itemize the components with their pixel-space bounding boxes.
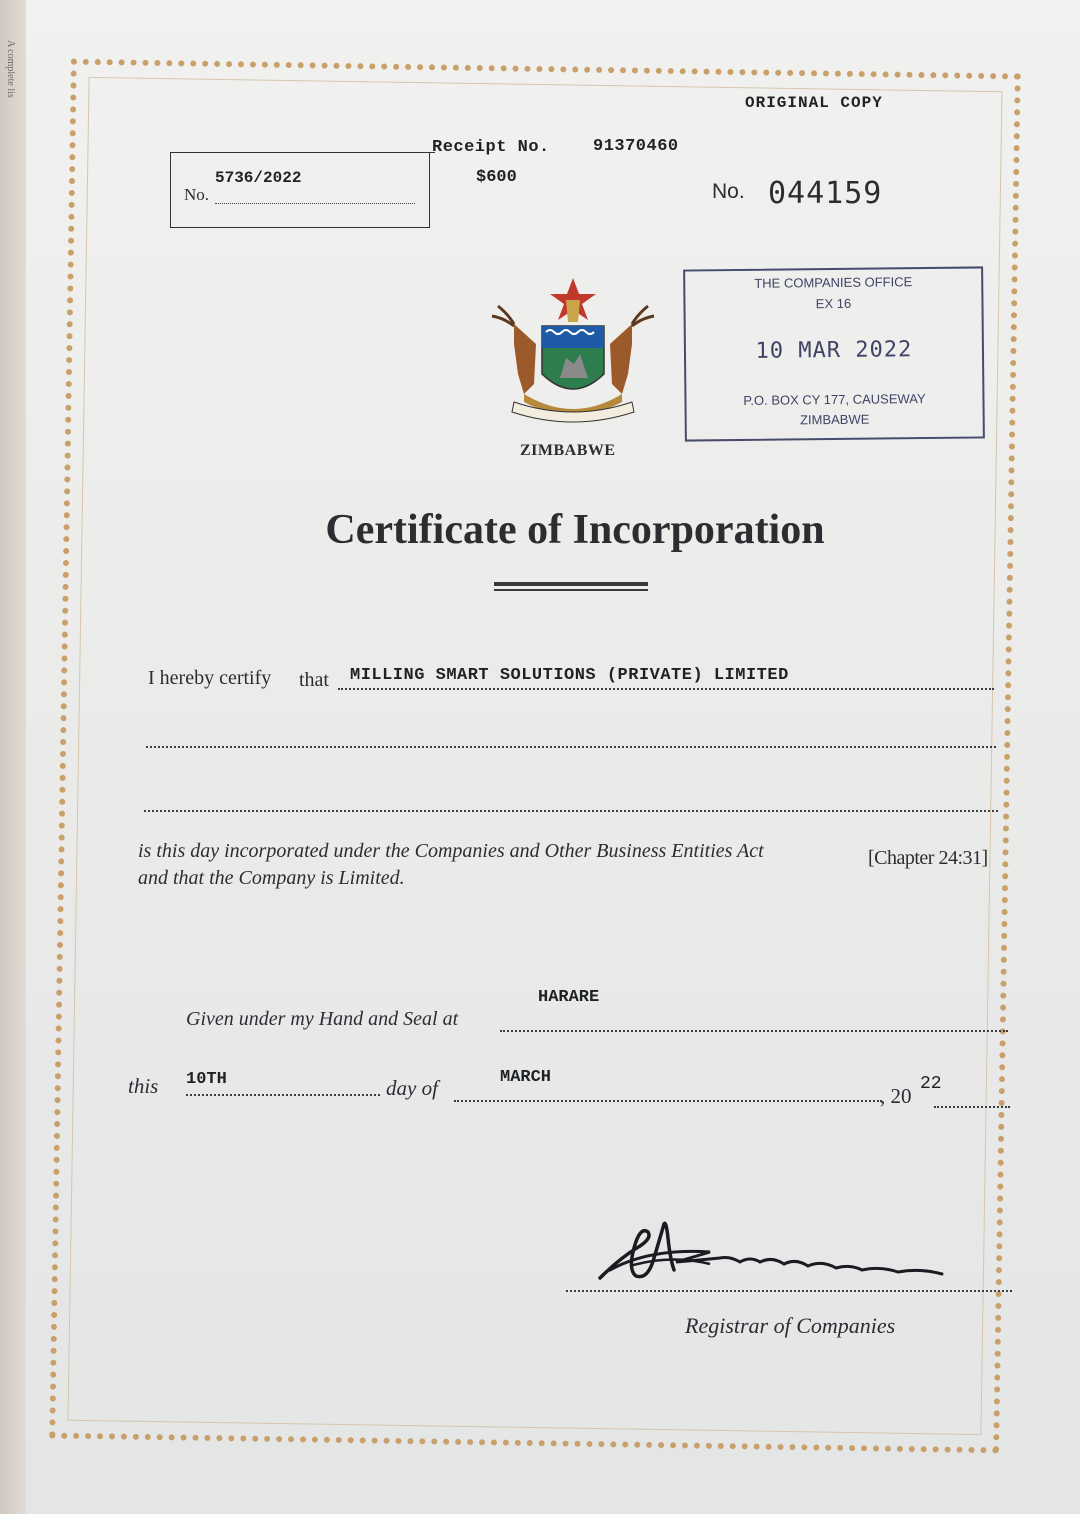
year-prefix: , 20 [880, 1084, 912, 1108]
stamp-ex: EX 16 [815, 295, 852, 312]
registration-number: 5736/2022 [215, 169, 302, 187]
edge-text: A complete lis [5, 40, 16, 98]
receipt-label: Receipt No. [432, 138, 550, 157]
seal-day: 10TH [186, 1070, 227, 1089]
company-name: MILLING SMART SOLUTIONS (PRIVATE) LIMITED [350, 666, 789, 685]
stamp-office: THE COMPANIES OFFICE [754, 274, 913, 291]
certificate-number: 044159 [768, 176, 883, 211]
day-of-label: day of [386, 1076, 438, 1100]
adjacent-page-edge [0, 0, 28, 1514]
coat-of-arms-icon [484, 274, 662, 424]
this-label: this [128, 1074, 159, 1098]
original-copy-label: ORIGINAL COPY [745, 94, 883, 112]
seal-place: HARARE [538, 988, 600, 1007]
limited-text: and that the Company is Limited. [138, 867, 405, 889]
incorporated-text: is this day incorporated under the Companies and Other Business Entities Act [138, 840, 764, 862]
certificate-title: Certificate of Incorporation [325, 507, 825, 553]
seal-month: MARCH [500, 1068, 552, 1087]
certify-that: that [299, 669, 329, 691]
year-suffix: 22 [920, 1074, 942, 1094]
stamp-date: 10 MAR 2022 [755, 337, 913, 364]
certificate-number-label: No. [712, 180, 745, 203]
receipt-number: 91370460 [593, 137, 679, 156]
signature-icon [590, 1218, 960, 1288]
given-text: Given under my Hand and Seal at [186, 1008, 459, 1030]
emblem-caption: ZIMBABWE [520, 442, 616, 459]
stamp-country: ZIMBABWE [799, 411, 870, 428]
stamp-address: P.O. BOX CY 177, CAUSEWAY [743, 391, 926, 408]
chapter-reference: [Chapter 24:31] [868, 847, 988, 869]
certify-prefix: I hereby certify [148, 667, 272, 689]
registrar-title: Registrar of Companies [685, 1313, 896, 1338]
companies-office-stamp [683, 266, 985, 441]
fee-amount: $600 [476, 168, 517, 187]
registration-label: No. [184, 185, 210, 204]
registration-number-box [170, 152, 430, 228]
